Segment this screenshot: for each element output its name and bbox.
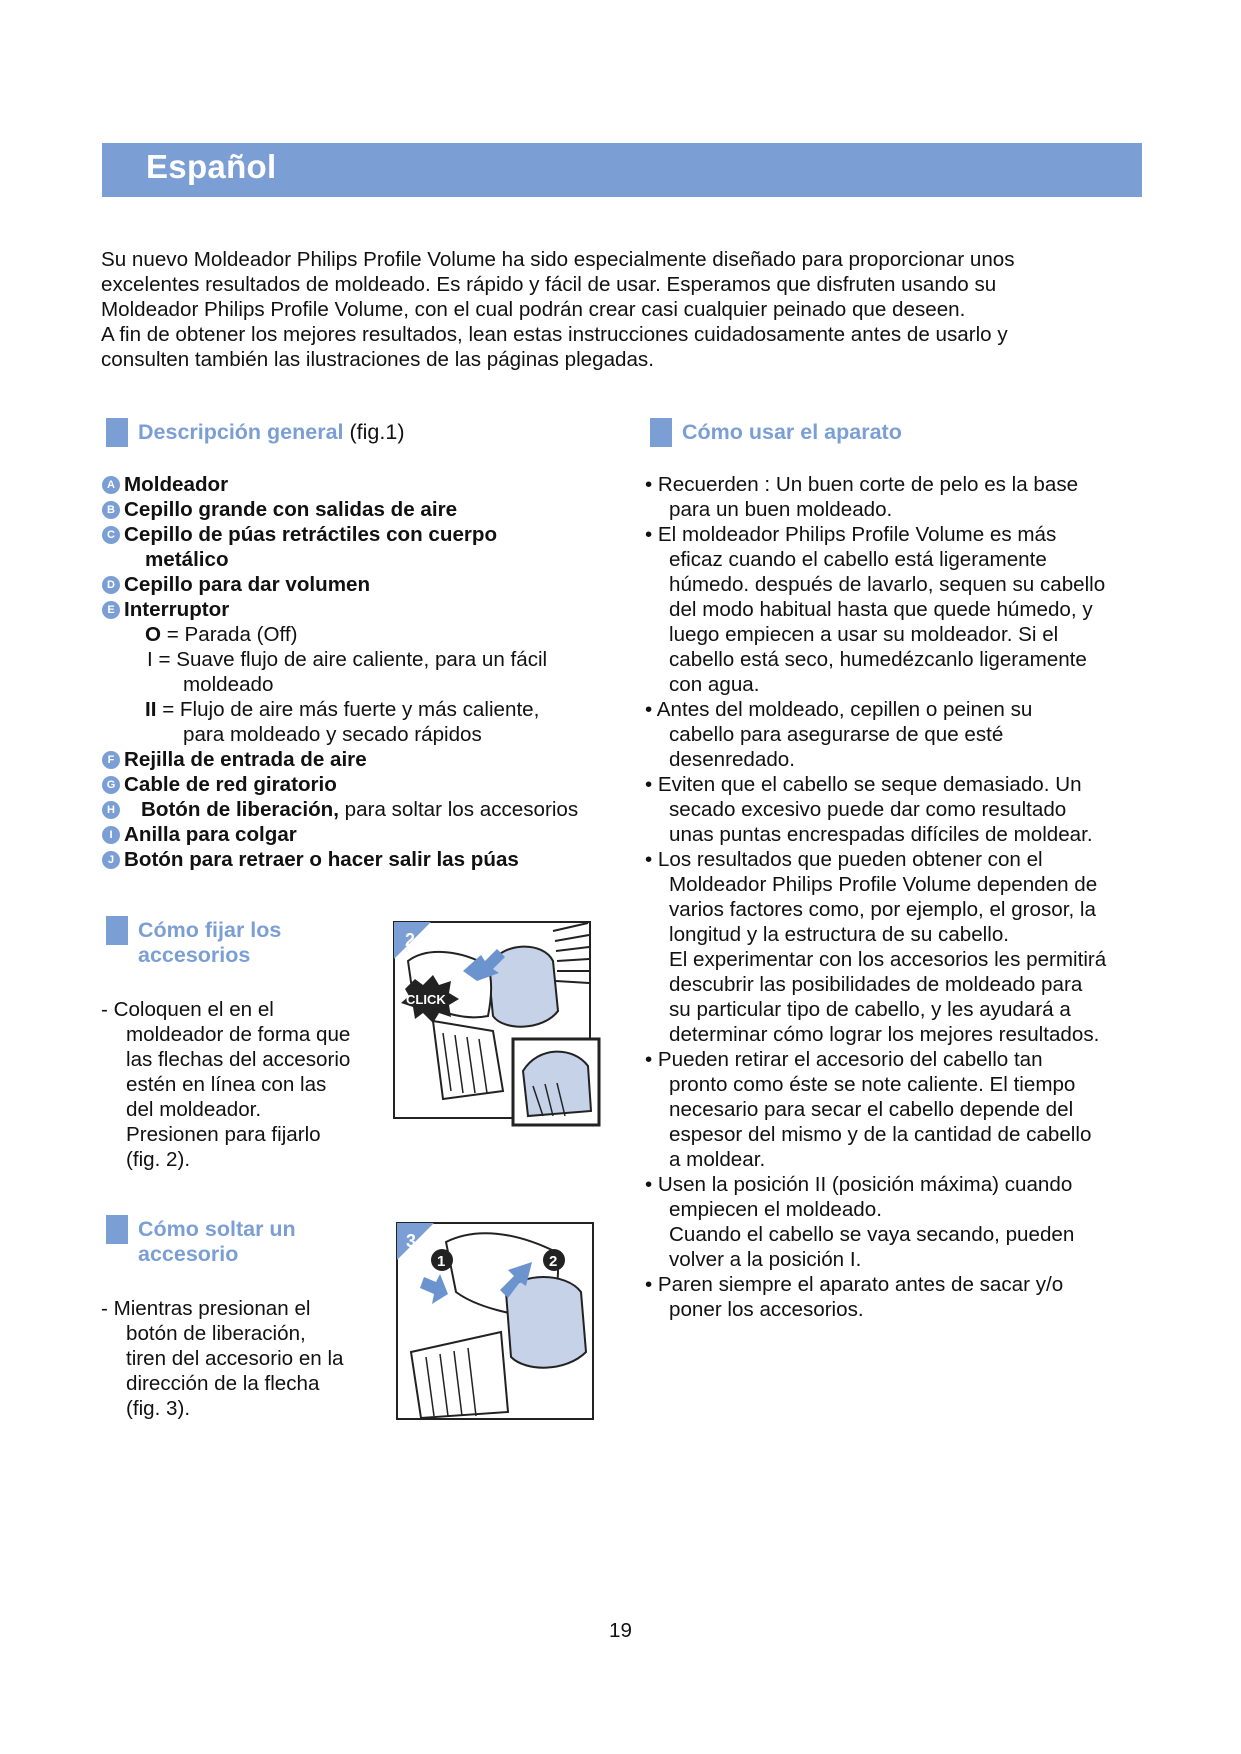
fix-instructions	[101, 997, 350, 1172]
bullet-line: espesor del mismo y de la cantidad de cabello	[669, 1123, 1092, 1146]
figure-number: 2	[405, 930, 416, 950]
bullet-line: desenredado.	[669, 748, 795, 771]
fix-line: - Coloquen el en el	[101, 998, 274, 1021]
figure-3-illustration	[396, 1222, 596, 1422]
intro-paragraph	[101, 247, 1151, 372]
bullet-line: unas puntas encrespadas difíciles de moldear.	[669, 823, 1093, 846]
bullet-line: volver a la posición I.	[669, 1248, 862, 1271]
letter-badge: G	[102, 776, 120, 794]
page-number: 19	[609, 1619, 632, 1642]
fix-line: del moldeador.	[126, 1098, 262, 1121]
bullet-line: • Paren siempre el aparato antes de sacar y/o	[645, 1273, 1064, 1296]
bullet-line: para un buen moldeado.	[669, 498, 893, 521]
bullet-line: luego empiecen a usar su moldeador. Si el	[669, 623, 1059, 646]
switch-text: = Parada (Off)	[166, 623, 298, 646]
fix-line: estén en línea con las	[126, 1073, 327, 1096]
bullet-line: longitud y la estructura de su cabello.	[669, 923, 1009, 946]
list-item	[101, 497, 641, 522]
letter-badge: B	[102, 501, 120, 519]
bullet-item	[645, 772, 1145, 847]
bullet-item	[645, 847, 1145, 1047]
item-text: Rejilla de entrada de aire	[124, 748, 367, 771]
item-text-cont: metálico	[145, 548, 229, 571]
bullet-line: Moldeador Philips Profile Volume dependen de	[669, 873, 1098, 896]
language-title: Español	[146, 148, 277, 185]
list-item	[101, 822, 641, 847]
item-text: Botón de liberación,	[141, 798, 339, 821]
bullet-line: empiecen el moldeado.	[669, 1198, 882, 1221]
letter-badge: C	[102, 526, 120, 544]
bullet-item	[645, 1047, 1145, 1172]
switch-key: I	[147, 648, 153, 671]
fix-line: moldeador de forma que	[126, 1023, 351, 1046]
list-item	[101, 522, 641, 572]
release-line: (fig. 3).	[126, 1397, 191, 1420]
switch-text: = Flujo de aire más fuerte y más caliente,	[162, 698, 540, 721]
step-1-label: 1	[437, 1253, 446, 1270]
figure-number: 3	[406, 1231, 417, 1251]
bullet-line: varios factores como, por ejemplo, el grosor, la	[669, 898, 1096, 921]
release-heading-line: accesorio	[138, 1242, 239, 1266]
bullet-line: Cuando el cabello se vaya secando, pueden	[669, 1223, 1075, 1246]
list-item	[101, 597, 641, 622]
section-marker	[106, 418, 128, 447]
bullet-line: secado excesivo puede dar como resultado	[669, 798, 1067, 821]
bullet-item	[645, 697, 1145, 772]
item-text: Cepillo de púas retráctiles con cuerpo	[124, 523, 498, 546]
switch-position	[101, 647, 641, 697]
item-text: Cepillo grande con salidas de aire	[124, 498, 458, 521]
intro-line: consulten también las ilustraciones de las páginas plegadas.	[101, 348, 654, 371]
bullet-item	[645, 522, 1145, 697]
letter-badge: H	[102, 801, 120, 819]
letter-badge: I	[102, 826, 120, 844]
figure-2-illustration	[393, 921, 605, 1131]
list-item	[101, 847, 641, 872]
bullet-line: • Los resultados que pueden obtener con el	[645, 848, 1043, 871]
intro-line: excelentes resultados de moldeado. Es rápido y fácil de usar. Esperamos que disfruten usando su	[101, 273, 997, 296]
bullet-line: eficaz cuando el cabello está ligeramente	[669, 548, 1047, 571]
release-line: - Mientras presionan el	[101, 1297, 311, 1320]
styler-body	[433, 1021, 503, 1099]
bullet-line: • El moldeador Philips Profile Volume es más	[645, 523, 1057, 546]
description-heading-text: Descripción general	[138, 420, 344, 444]
item-text: Botón para retraer o hacer salir las púas	[124, 848, 519, 871]
intro-line: A fin de obtener los mejores resultados, lean estas instrucciones cuidadosamente antes de usarlo y	[101, 323, 1008, 346]
bullet-item	[645, 1272, 1145, 1322]
bullet-line: • Recuerden : Un buen corte de pelo es la base	[645, 473, 1079, 496]
item-text: Cepillo para dar volumen	[124, 573, 371, 596]
letter-badge: E	[102, 601, 120, 619]
item-text: Cable de red giratorio	[124, 773, 337, 796]
list-item	[101, 572, 641, 597]
switch-text: = Suave flujo de aire caliente, para un fácil	[158, 648, 548, 671]
item-text-normal: para soltar los accesorios	[338, 798, 579, 821]
switch-key: II	[145, 698, 157, 721]
fix-line: las flechas del accesorio	[126, 1048, 351, 1071]
bullet-line: poner los accesorios.	[669, 1298, 864, 1321]
list-item	[101, 772, 641, 797]
bullet-line: necesario para secar el cabello depende del	[669, 1098, 1074, 1121]
switch-key: O	[145, 623, 162, 646]
accessory-body	[506, 1277, 586, 1368]
bullet-line: con agua.	[669, 673, 760, 696]
release-instructions	[101, 1296, 344, 1421]
fix-heading-line: accesorios	[138, 943, 251, 967]
language-banner	[102, 143, 1142, 197]
switch-text-cont: para moldeado y secado rápidos	[183, 723, 482, 746]
intro-line: Su nuevo Moldeador Philips Profile Volume ha sido especialmente diseñado para proporcionar unos	[101, 248, 1015, 271]
fix-line: Presionen para fijarlo	[126, 1123, 321, 1146]
click-label: CLICK	[406, 992, 446, 1007]
list-item	[101, 472, 641, 497]
item-text: Interruptor	[124, 598, 230, 621]
fix-line: (fig. 2).	[126, 1148, 191, 1171]
use-heading-text: Cómo usar el aparato	[682, 420, 902, 444]
use-list	[645, 472, 1145, 1322]
item-text: Anilla para colgar	[124, 823, 297, 846]
list-item	[101, 797, 641, 822]
letter-badge: F	[102, 751, 120, 769]
letter-badge: D	[102, 576, 120, 594]
section-marker	[106, 916, 128, 945]
bullet-line: su particular tipo de cabello, y les ayudará a	[669, 998, 1071, 1021]
section-marker	[650, 418, 672, 447]
letter-badge: J	[102, 851, 120, 869]
switch-text-cont: moldeado	[183, 673, 274, 696]
switch-position	[101, 622, 641, 647]
list-item	[101, 747, 641, 772]
release-line: botón de liberación,	[126, 1322, 306, 1345]
bullet-line: determinar cómo lograr los mejores resultados.	[669, 1023, 1100, 1046]
letter-badge: A	[102, 476, 120, 494]
bullet-line: pronto como éste se note caliente. El tiempo	[669, 1073, 1076, 1096]
bullet-item	[645, 1172, 1145, 1272]
release-line: dirección de la flecha	[126, 1372, 320, 1395]
bullet-item	[645, 472, 1145, 522]
step-2-label: 2	[549, 1253, 558, 1270]
bullet-line: húmedo. después de lavarlo, sequen su cabello	[669, 573, 1106, 596]
bullet-line: El experimentar con los accesorios les permitirá	[669, 948, 1107, 971]
intro-line: Moldeador Philips Profile Volume, con el cual podrán crear casi cualquier peinado que deseen.	[101, 298, 966, 321]
bullet-line: • Eviten que el cabello se seque demasiado. Un	[645, 773, 1082, 796]
bullet-line: a moldear.	[669, 1148, 766, 1171]
description-heading-ref: (fig.1)	[349, 420, 405, 444]
bullet-line: descubrir las posibilidades de moldeado para	[669, 973, 1083, 996]
bullet-line: del modo habitual hasta que quede húmedo, y	[669, 598, 1093, 621]
release-heading-line: Cómo soltar un	[138, 1217, 296, 1241]
description-list	[101, 472, 641, 872]
item-text: Moldeador	[124, 473, 229, 496]
bullet-line: • Antes del moldeado, cepillen o peinen su	[645, 698, 1033, 721]
fix-heading-line: Cómo fijar los	[138, 918, 282, 942]
bullet-line: cabello está seco, humedézcanlo ligeramente	[669, 648, 1087, 671]
section-marker	[106, 1215, 128, 1244]
bullet-line: • Pueden retirar el accesorio del cabello tan	[645, 1048, 1043, 1071]
release-line: tiren del accesorio en la	[126, 1347, 344, 1370]
bullet-line: cabello para asegurarse de que esté	[669, 723, 1004, 746]
bullet-line: • Usen la posición II (posición máxima) cuando	[645, 1173, 1073, 1196]
switch-position	[101, 697, 641, 747]
